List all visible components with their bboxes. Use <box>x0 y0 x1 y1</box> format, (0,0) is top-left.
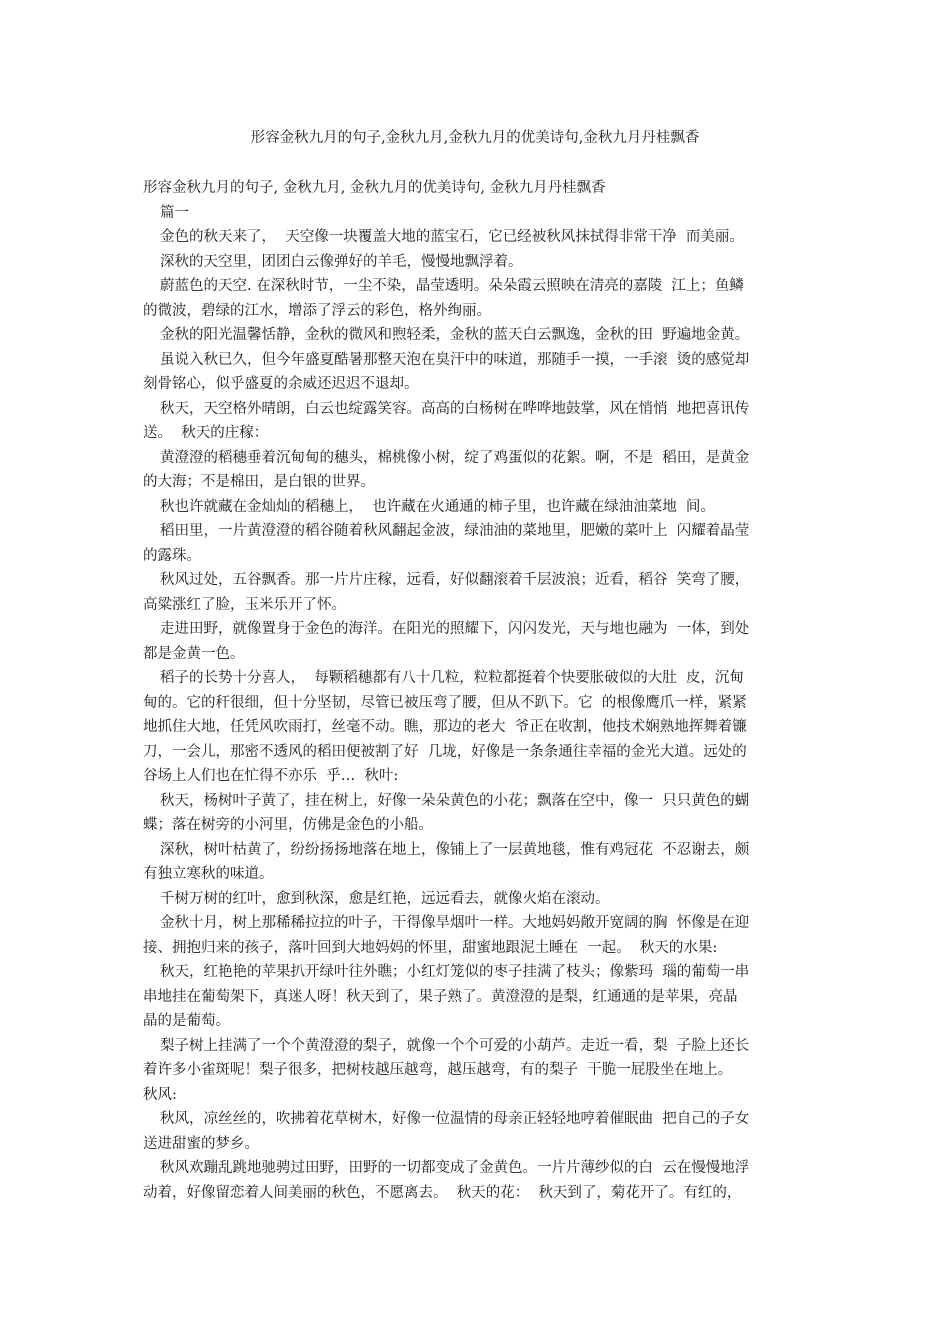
body-line: 刀，一会儿，那密不透风的稻田便被割了好 几垅，好像是一条条通往幸福的金光大道。远处的 <box>143 743 747 760</box>
body-line: 黄澄澄的稻穗垂着沉甸甸的穗头，棉桃像小树，绽了鸡蛋似的花絮。啊，不是 稻田，是黄金 <box>160 449 750 466</box>
body-line: 金色的秋天来了， 天空像一块覆盖大地的蓝宝石，它已经被秋风抹拭得非常干净 而美丽。 <box>160 229 744 245</box>
body-line: 串地挂在葡萄架下，真迷人呀！秋天到了，果子熟了。黄澄澄的是梨，红通通的是苹果，亮晶 <box>143 988 738 1005</box>
body-line: 走进田野，就像置身于金色的海洋。在阳光的照耀下，闪闪发光，天与地也融为 一体，到处 <box>160 621 750 637</box>
body-line: 高粱涨红了脸，玉米乐开了怀。 <box>143 596 346 613</box>
body-line: 的大海；不是棉田，是白银的世界。 <box>143 474 375 490</box>
body-line: 稻田里，一片黄澄澄的稻谷随着秋风翻起金波，绿油油的菜地里，肥嫩的菜叶上 闪耀着晶莹 <box>160 523 750 539</box>
body-line: 秋风: <box>143 1086 177 1103</box>
body-line: 有独立寒秋的味道。 <box>143 866 274 882</box>
body-line: 秋风过处，五谷飘香。那一片片庄稼，远看，好似翻滚着千层波浪；近看，稻谷 笑弯了腰， <box>160 572 750 588</box>
body-line: 稻子的长势十分喜人， 每颗稻穗都有八十几粒，粒粒都挺着个快要胀破似的大肚 皮，沉甸 <box>160 670 744 686</box>
body-line: 动着，好像留恋着人间美丽的秋色，不愿离去。 秋天的花： 秋天到了，菊花开了。有红的， <box>143 1184 742 1201</box>
body-line: 的微波，碧绿的江水，增添了浮云的彩色，格外绚丽。 <box>143 302 491 319</box>
body-line: 接、拥抱归来的孩子，落叶回到大地妈妈的怀里，甜蜜地跟泥土睡在 一起。 秋天的水果: <box>143 939 718 956</box>
body-line: 秋也许就藏在金灿灿的稻穗上， 也许藏在火通通的柿子里，也许藏在绿油油菜地 间。 <box>160 498 715 515</box>
body-line: 虽说入秋已久，但今年盛夏酷暑那整天泡在臭汗中的味道，那随手一摸，一手滚 烫的感觉却 <box>160 351 750 368</box>
body-line: 着许多小雀斑呢！梨子很多，把树枝越压越弯，越压越弯，有的梨子 干脆一屁股坐在地上。 <box>143 1062 733 1078</box>
body-line: 蔚蓝色的天空. 在深秋时节，一尘不染，晶莹透明。朵朵霞云照映在清亮的嘉陵 江上；鱼鳞 <box>160 278 744 294</box>
body-line: 晶的是葡萄。 <box>143 1013 230 1029</box>
body-line: 蝶；落在树旁的小河里，仿佛是金色的小船。 <box>143 817 433 833</box>
body-line: 甸的。它的秆很细，但十分坚韧，尽管已被压弯了腰，但从不趴下。它 的根像鹰爪一样，紧紧 <box>143 694 747 711</box>
body-line: 金秋十月，树上那稀稀拉拉的叶子，干得像旱烟叶一样。大地妈妈敞开宽阔的胸 怀像是在迎 <box>160 915 750 931</box>
body-line: 的露珠。 <box>143 547 201 564</box>
body-line: 形容金秋九月的句子, 金秋九月, 金秋九月的优美诗句, 金秋九月丹桂飘香 <box>143 180 606 196</box>
body-line: 地抓住大地，任凭风吹雨打，丝毫不动。瞧，那边的老大 爷正在收割，他技术娴熟地挥舞着镰 <box>143 719 747 735</box>
body-line: 秋风，凉丝丝的，吹拂着花草树木，好像一位温情的母亲正轻轻地哼着催眠曲 把自己的子女 <box>160 1111 750 1127</box>
body-line: 深秋的天空里，团团白云像弹好的羊毛，慢慢地飘浮着。 <box>160 253 523 270</box>
body-line: 秋天，红艳艳的苹果扒开绿叶往外瞧；小红灯笼似的枣子挂满了枝头；像紫玛 瑙的葡萄一串 <box>160 964 750 980</box>
document-body <box>143 176 813 1205</box>
body-line: 刻骨铭心，似乎盛夏的余威还迟迟不退却。 <box>143 376 419 392</box>
body-line: 千树万树的红叶，愈到秋深，愈是红艳，远远看去，就像火焰在滚动。 <box>160 890 610 907</box>
body-line: 谷场上人们也在忙得不亦乐 乎… 秋叶: <box>143 768 399 784</box>
body-line: 秋天，天空格外晴朗，白云也绽露笑容。高高的白杨树在哗哗地鼓掌，风在悄悄 地把喜讯传 <box>160 400 750 417</box>
document-title: 形容金秋九月的句子,金秋九月,金秋九月的优美诗句,金秋九月丹桂飘香 <box>250 130 700 146</box>
body-line: 秋风欢蹦乱跳地驰骋过田野，田野的一切都变成了金黄色。一片片薄纱似的白 云在慢慢地浮 <box>160 1160 750 1176</box>
body-line: 都是金黄一色。 <box>143 645 245 662</box>
body-line: 送。 秋天的庄稼： <box>143 425 269 441</box>
body-line: 送进甜蜜的梦乡。 <box>143 1135 259 1152</box>
body-line: 梨子树上挂满了一个个黄澄澄的梨子，就像一个个可爱的小葫芦。走近一看，梨 子脸上还长 <box>160 1037 750 1054</box>
body-line: 深秋，树叶枯黄了，纷纷扬扬地落在地上，像铺上了一层黄地毯，惟有鸡冠花 不忍谢去，颇 <box>160 841 750 858</box>
body-line: 金秋的阳光温馨恬静，金秋的微风和煦轻柔，金秋的蓝天白云飘逸，金秋的田 野遍地金黄。 <box>160 327 750 343</box>
body-line: 篇一 <box>160 204 189 221</box>
body-line: 秋天，杨树叶子黄了，挂在树上，好像一朵朵黄色的小花；飘落在空中，像一 只只黄色的蝴 <box>160 792 750 809</box>
